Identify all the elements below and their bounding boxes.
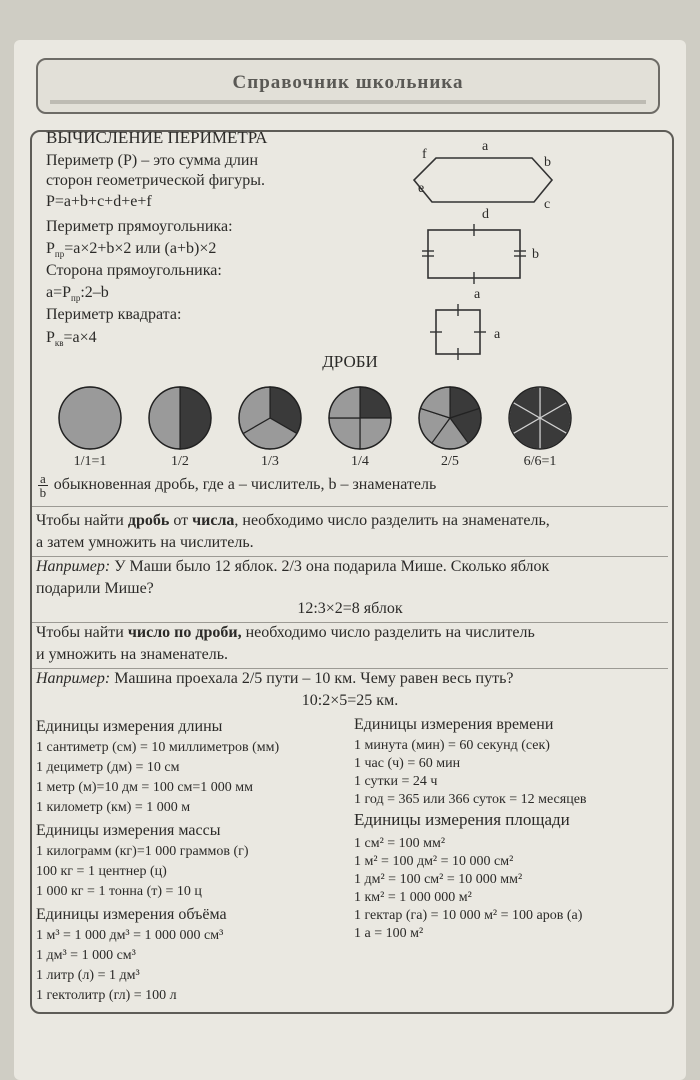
unit-row: 1 дециметр (дм) = 10 см — [36, 760, 180, 775]
unit-row: 1 километр (км) = 1 000 м — [36, 800, 191, 815]
fractions-title: ДРОБИ — [322, 352, 378, 371]
page-header — [36, 58, 660, 114]
fraction-label: 1/3 — [261, 454, 279, 469]
unit-row: 1 минута (мин) = 60 секунд (сек) — [354, 738, 550, 753]
rect-label-a: a — [474, 287, 481, 302]
rect-side-formula: $a=P_{пр}:2-b$ — [46, 284, 109, 304]
square-perimeter-formula: $P_{кв}=a\times 4$ — [46, 329, 97, 349]
fraction-circle-2 — [149, 387, 211, 449]
hex-label-f: f — [422, 147, 427, 162]
unit-row: 100 кг = 1 центнер (ц) — [36, 864, 167, 879]
fraction-definition: $\frac{a}{b}$ обыкновенная дробь, где a – числитель, b – знаменатель — [39, 471, 437, 500]
unit-row: 1 сутки = 24 ч — [354, 774, 438, 789]
header-bar — [50, 100, 646, 104]
unit-row: 1 сантиметр (см) = 10 миллиметров (мм) — [36, 740, 280, 755]
unit-row: 1 м² = 100 дм² = 10 000 см² — [354, 854, 514, 869]
rule-fraction-of-number: Чтобы найти дробь от числа, необходимо число разделить на знаменатель, — [36, 512, 550, 529]
example1: Например: У Маши было 12 яблок. 2/3 она подарила Мише. Сколько яблок — [36, 558, 550, 575]
fraction-circles — [54, 374, 654, 464]
fraction-label: 1/1=1 — [73, 454, 107, 469]
rect-perimeter-formula: $P_{пр}=a\times 2+b\times 2$ или (a+b)×2 — [46, 240, 217, 260]
unit-row: 1 см² = 100 мм² — [354, 836, 446, 851]
unit-row: 1 а = 100 м² — [354, 926, 424, 941]
divider — [32, 556, 668, 557]
fraction-label: 2/5 — [441, 454, 459, 469]
rule-number-by-fraction-line2: и умножить на знаменатель. — [36, 646, 229, 663]
fraction-circle-3 — [239, 387, 301, 449]
perimeter-def-line2: сторон геометрической фигуры. — [46, 172, 265, 189]
divider — [32, 506, 668, 507]
rule-number-by-fraction: Чтобы найти число по дроби, необходимо число разделить на числитель — [36, 624, 535, 641]
unit-row: 1 метр (м)=10 дм = 100 см=1 000 мм — [36, 780, 254, 795]
hex-label-c: c — [544, 197, 551, 212]
fraction-label: 1/2 — [171, 454, 189, 469]
unit-row: 1 км² = 1 000 000 м² — [354, 890, 472, 905]
unit-row: 1 литр (л) = 1 дм³ — [36, 968, 140, 983]
unit-row: 1 год = 365 или 366 суток = 12 месяцев — [354, 792, 587, 807]
volume-units-title: Единицы измерения объёма — [36, 906, 227, 923]
rule-fraction-of-number-line2: а затем умножить на числитель. — [36, 534, 254, 551]
fraction-circle-4 — [329, 387, 391, 449]
rect-side-title: Сторона прямоугольника: — [46, 262, 222, 279]
time-units-title: Единицы измерения времени — [354, 716, 554, 733]
example2: Например: Машина проехала 2/5 пути – 10 км. Чему равен весь путь? — [36, 670, 514, 687]
example1-line2: подарили Мише? — [36, 580, 154, 597]
example2-calc: 10:2×5=25 км. — [301, 692, 399, 709]
divider — [32, 668, 668, 669]
length-units-title: Единицы измерения длины — [36, 718, 223, 735]
fraction-circle-5 — [419, 387, 481, 449]
square-perimeter-title: Периметр квадрата: — [46, 306, 182, 323]
unit-row: 1 гектолитр (гл) = 100 л — [36, 988, 177, 1003]
hex-label-d: d — [482, 207, 489, 222]
unit-row: 1 000 кг = 1 тонна (т) = 10 ц — [36, 884, 202, 899]
unit-row: 1 гектар (га) = 10 000 м² = 100 аров (а) — [354, 908, 583, 923]
unit-row: 1 дм² = 100 см² = 10 000 мм² — [354, 872, 523, 887]
fraction-label: 6/6=1 — [523, 454, 557, 469]
fraction-circle-6 — [509, 387, 571, 449]
page-title: Справочник школьника — [232, 72, 464, 93]
hex-label-e: e — [418, 181, 425, 196]
hex-label-a: a — [482, 139, 489, 154]
mass-units-title: Единицы измерения массы — [36, 822, 221, 839]
fraction-slice — [149, 387, 180, 449]
perimeter-def-line1: Периметр (Р) – это сумма длин — [46, 152, 259, 169]
hex-label-b: b — [544, 155, 551, 170]
example1-calc: 12:3×2=8 яблок — [297, 600, 403, 617]
perimeter-figures — [394, 130, 574, 370]
fraction-label: 1/4 — [351, 454, 369, 469]
rect-label-b: b — [532, 247, 539, 262]
rectangle-figure — [422, 224, 539, 302]
perimeter-title: ВЫЧИСЛЕНИЕ ПЕРИМЕТРА — [46, 128, 268, 147]
fraction-circle-1 — [59, 387, 121, 449]
unit-row: 1 килограмм (кг)=1 000 граммов (г) — [36, 844, 249, 859]
fraction-slice — [180, 387, 211, 449]
book-page — [14, 40, 686, 1080]
unit-row: 1 м³ = 1 000 дм³ = 1 000 000 см³ — [36, 928, 224, 943]
square-label-a: a — [494, 327, 501, 342]
unit-row: 1 час (ч) = 60 мин — [354, 756, 461, 771]
divider — [32, 622, 668, 623]
rect-perimeter-title: Периметр прямоугольника: — [46, 218, 233, 235]
perimeter-formula: P=a+b+c+d+e+f — [46, 193, 152, 210]
fraction-symbol: $\frac{a}{b}$ — [39, 471, 47, 500]
hexagon-figure — [414, 139, 552, 222]
unit-row: 1 дм³ = 1 000 см³ — [36, 948, 136, 963]
area-units-title: Единицы измерения площади — [354, 810, 570, 829]
